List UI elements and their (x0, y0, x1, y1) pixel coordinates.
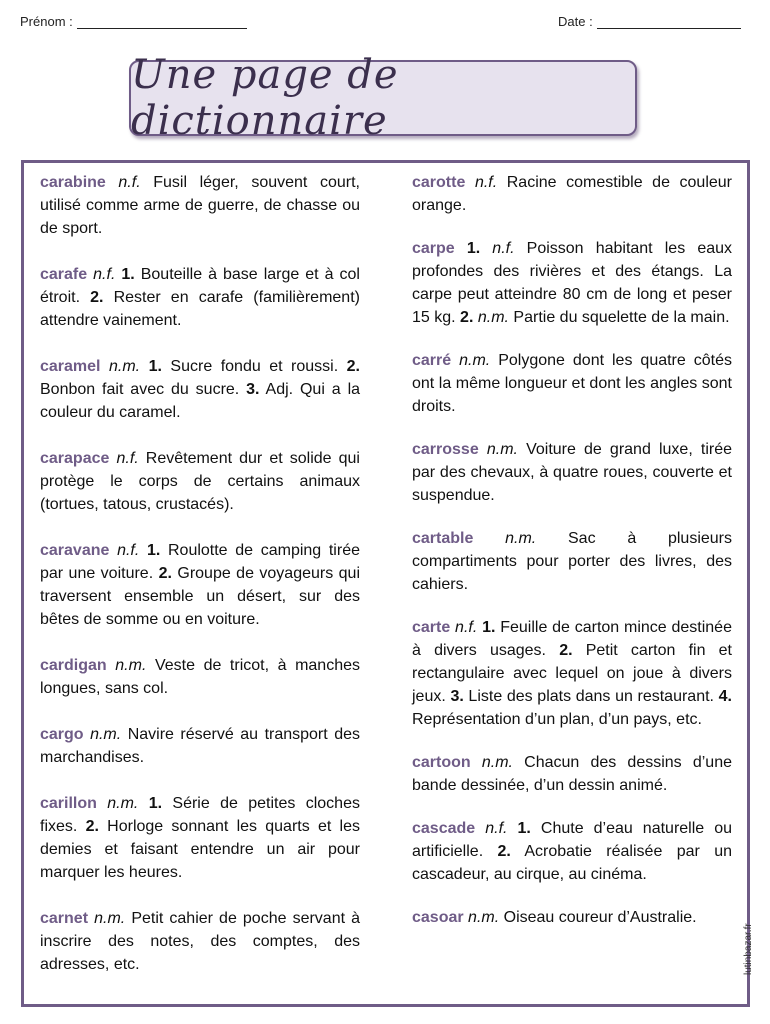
definition-text: Roulotte de camping tirée par une voiture. (40, 542, 360, 582)
definition-text: Série de petites cloches fixes. (40, 795, 360, 835)
entry-grammar: n.m. (481, 754, 513, 771)
definition-text: Sac à plusieurs compartiments pour porter des livres, des cahiers. (412, 530, 732, 593)
dictionary-entry-cargo (40, 723, 360, 769)
dictionary-entry-casoar (412, 906, 732, 929)
dictionary-entry-cascade (412, 817, 732, 886)
sense-number: 1. (148, 358, 162, 375)
entry-word: carte (412, 619, 451, 636)
date-field (558, 14, 741, 29)
definition-text: Rester en carafe (familièrement) attendre vainement. (40, 289, 360, 329)
definition-text: Adj. Qui a la couleur du caramel. (40, 381, 361, 421)
entry-word: carabine (40, 174, 106, 191)
sense-number: 1. (482, 619, 496, 636)
sense-number: 1. (517, 820, 531, 837)
title-banner (129, 52, 637, 144)
entry-grammar: n.m. (505, 530, 537, 547)
entry-word: cartoon (412, 754, 471, 771)
definition-text: Polygone dont les quatre côtés ont la même longueur et dont les angles sont droits. (412, 352, 732, 415)
definition-text: Représentation d’un plan, d’un pays, etc. (412, 711, 702, 728)
sense-number: 2. (158, 565, 172, 582)
entry-grammar: n.f. (485, 820, 508, 837)
site-credit: lutinbazar.fr (743, 923, 754, 975)
dictionary-entry-cardigan (40, 654, 360, 700)
entry-word: carpe (412, 240, 455, 257)
definition-text: Chacun des dessins d’une bande dessinée, d’un dessin animé. (412, 754, 732, 794)
entry-grammar: n.f. (118, 174, 141, 191)
right-column (412, 171, 732, 929)
entry-word: carnet (40, 910, 89, 927)
entry-grammar: n.f. (93, 266, 116, 283)
entry-word: carillon (40, 795, 97, 812)
definition-text: Groupe de voyageurs qui traversent ensemble un désert, sur des bêtes de somme ou en voiture. (40, 565, 360, 628)
dictionary-entry-caramel (40, 355, 360, 424)
entry-word: cargo (40, 726, 84, 743)
dictionary-entry-caravane (40, 539, 360, 631)
sense-number: 2. (85, 818, 99, 835)
entry-grammar: n.m. (90, 726, 122, 743)
entry-word: carapace (40, 450, 110, 467)
dictionary-entry-carre (412, 349, 732, 418)
sense-number: 2. (90, 289, 104, 306)
entry-word: carrosse (412, 441, 479, 458)
definition-text: Sucre fondu et roussi. (170, 358, 339, 375)
definition-text: Petit carton fin et rectangulaire avec lequel on joue à divers jeux. (412, 642, 732, 705)
entry-word: cartable (412, 530, 474, 547)
definition-text: Chute d’eau naturelle ou artificielle. (412, 820, 733, 860)
definition-text: Feuille de carton mince destinée à divers usages. (412, 619, 732, 659)
date-label: Date : (558, 14, 593, 29)
sense-number: 1. (466, 240, 481, 257)
entry-grammar: n.f. (117, 542, 140, 559)
entry-word: carafe (40, 266, 88, 283)
definition-text: Liste des plats dans un restaurant. (468, 688, 714, 705)
sense-number: 3. (450, 688, 464, 705)
definition-text: Fusil léger, souvent court, utilisé comme arme de guerre, de chasse ou de sport. (40, 174, 360, 237)
dictionary-entry-cartoon (412, 751, 732, 797)
sense-number: 2. (559, 642, 573, 659)
definition-text: Navire réservé au transport des marchandises. (40, 726, 360, 766)
entry-grammar: n.f. (492, 240, 515, 257)
entry-grammar: n.f. (455, 619, 478, 636)
entry-word: caramel (40, 358, 101, 375)
dictionary-entry-carotte (412, 171, 732, 217)
entry-grammar: n.m. (468, 909, 500, 926)
definition-text: Racine comestible de couleur orange. (412, 174, 733, 214)
definition-text: Bonbon fait avec du sucre. (40, 381, 240, 398)
entry-grammar: n.m. (108, 358, 141, 375)
dictionary-entry-carte (412, 616, 732, 731)
dictionary-entry-carillon (40, 792, 360, 884)
definition-text: Partie du squelette de la main. (513, 309, 730, 326)
entry-word: casoar (412, 909, 464, 926)
firstname-label: Prénom : (20, 14, 73, 29)
firstname-field (20, 14, 247, 29)
sense-number: 2. (346, 358, 360, 375)
entry-word: cascade (412, 820, 476, 837)
definition-text: Petit cahier de poche servant à inscrire des notes, des comptes, des adresses, etc. (40, 910, 361, 973)
definition-text: Voiture de grand luxe, tirée par des chevaux, à quatre roues, couverte et suspendue. (412, 441, 733, 504)
definition-text: Horloge sonnant les quarts et les demies et faisant entendre un air pour marquer les heures. (40, 818, 360, 881)
definition-text: Veste de tricot, à manches longues, sans col. (40, 657, 361, 697)
entry-word: carotte (412, 174, 466, 191)
dictionary-entry-carpe (412, 237, 732, 329)
sense-number: 2. (460, 309, 474, 326)
definition-text: Poisson habitant les eaux profondes des rivières et des étangs. La carpe peut atteindre 80 cm de long et peser 15 kg. (412, 240, 733, 326)
dictionary-entry-carrosse (412, 438, 732, 507)
definition-text: Bouteille à base large et à col étroit. (40, 266, 360, 306)
firstname-blank-line (77, 14, 247, 29)
sense-number: 3. (246, 381, 260, 398)
entry-grammar: n.m. (94, 910, 126, 927)
sense-number: 4. (718, 688, 732, 705)
dictionary-frame (21, 160, 750, 1007)
entry-grammar: n.f. (474, 174, 498, 191)
entry-word: carré (412, 352, 452, 369)
dictionary-entry-carafe (40, 263, 360, 332)
definition-text: Oiseau coureur d’Australie. (503, 909, 697, 926)
entry-grammar: n.m. (115, 657, 147, 674)
definition-text: Acrobatie réalisée par un cascadeur, au cirque, au cinéma. (412, 843, 732, 883)
entry-grammar: n.m. (477, 309, 509, 326)
sense-number: 2. (497, 843, 511, 860)
dictionary-entry-carabine (40, 171, 360, 240)
dictionary-entry-carapace (40, 447, 360, 516)
entry-word: cardigan (40, 657, 107, 674)
dictionary-entry-carnet (40, 907, 360, 976)
entry-grammar: n.m. (107, 795, 139, 812)
page-title: Une page de dictionnaire (131, 52, 399, 144)
entry-grammar: n.f. (116, 450, 139, 467)
entry-word: caravane (40, 542, 110, 559)
date-blank-line (597, 14, 741, 29)
entry-grammar: n.m. (459, 352, 491, 369)
entry-grammar: n.m. (486, 441, 518, 458)
sense-number: 1. (146, 542, 161, 559)
sense-number: 1. (148, 795, 163, 812)
dictionary-entry-cartable (412, 527, 732, 596)
sense-number: 1. (121, 266, 135, 283)
definition-text: Revêtement dur et solide qui protège le corps de certains animaux (tortues, tatous, crustacés). (40, 450, 360, 513)
left-column (40, 171, 360, 976)
